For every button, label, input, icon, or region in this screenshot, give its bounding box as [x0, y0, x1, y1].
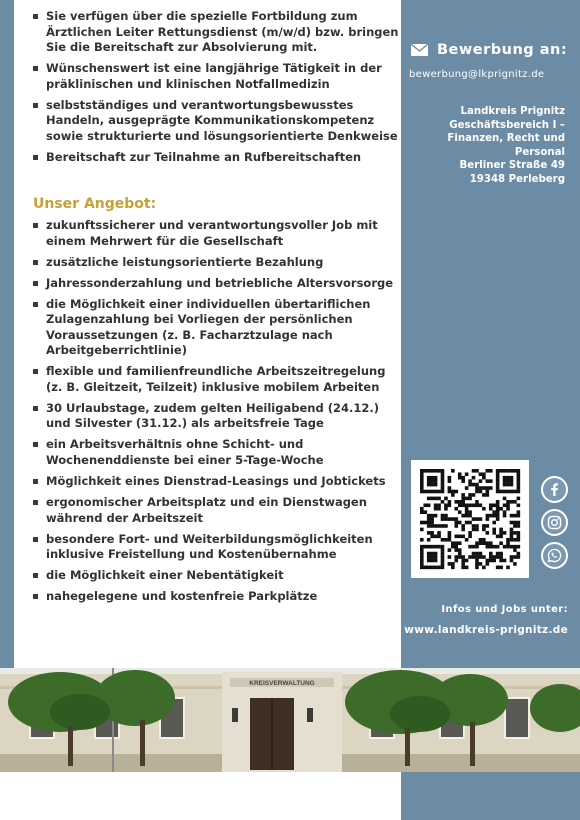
- infos-label: Infos und Jobs unter:: [441, 604, 568, 615]
- qr-code[interactable]: [411, 460, 529, 578]
- facebook-button[interactable]: [541, 476, 568, 503]
- offer-heading: Unser Angebot:: [33, 196, 157, 212]
- left-accent-strip: [0, 0, 14, 668]
- facebook-icon: [547, 482, 562, 497]
- postal-address: [405, 105, 565, 187]
- instagram-icon: [547, 515, 562, 530]
- address-line: 19348 Perleberg: [469, 173, 565, 185]
- instagram-button[interactable]: [541, 509, 568, 536]
- requirements-list: [14, 9, 401, 171]
- website-link[interactable]: www.landkreis-prignitz.de: [404, 624, 568, 636]
- list-item: die Möglichkeit einer individuellen übertariflichen Zulagenzahlung bei Vorliegen der persönlichen Voraussetzungen (z. B. Facharztzulage nach Arbeitgeberrichtlinie): [14, 297, 401, 359]
- whatsapp-button[interactable]: [541, 542, 568, 569]
- list-item: ergonomischer Arbeitsplatz und ein Dienstwagen während der Arbeitszeit: [14, 495, 401, 526]
- list-item: nahegelegene und kostenfreie Parkplätze: [14, 589, 401, 605]
- list-item: flexible und familienfreundliche Arbeitszeitregelung (z. B. Gleitzeit, Teilzeit) inklusive mobilem Arbeiten: [14, 364, 401, 395]
- list-item: Bereitschaft zur Teilnahme an Rufbereitschaften: [14, 150, 401, 166]
- list-item: ein Arbeitsverhältnis ohne Schicht- und Wochenenddienste bei einer 5-Tage-Woche: [14, 437, 401, 468]
- mail-icon: [411, 44, 428, 56]
- list-item: zusätzliche leistungsorientierte Bezahlung: [14, 255, 401, 271]
- building-illustration: [0, 668, 580, 772]
- list-item: selbstständiges und verantwortungsbewusstes Handeln, ausgeprägte Kommunikationskompetenz sowie strukturierte und lösungsorientierte Denkweise: [14, 98, 401, 145]
- address-line: Personal: [514, 146, 565, 158]
- address-line: Geschäftsbereich I –: [449, 119, 565, 131]
- list-item: die Möglichkeit einer Nebentätigkeit: [14, 568, 401, 584]
- address-line: Finanzen, Recht und: [447, 133, 565, 145]
- email-link[interactable]: bewerbung@lkprignitz.de: [409, 69, 545, 80]
- whatsapp-icon: [547, 548, 562, 563]
- main-content: [14, 0, 401, 668]
- list-item: besondere Fort- und Weiterbildungsmöglichkeiten inklusive Freistellung und Kostenübernahme: [14, 532, 401, 563]
- list-item: zukunftssicherer und verantwortungsvoller Job mit einem Mehrwert für die Gesellschaft: [14, 218, 401, 249]
- list-item: Jahressonderzahlung und betriebliche Altersvorsorge: [14, 276, 401, 292]
- social-links: [541, 476, 568, 575]
- building-photo: [0, 668, 580, 772]
- qr-code-icon: [411, 460, 529, 578]
- list-item: Sie verfügen über die spezielle Fortbildung zum Ärztlichen Leiter Rettungsdienst (m/w/d) bzw. bringen Sie die Bereitschaft zur Absolvierung mit.: [14, 9, 401, 56]
- list-item: Möglichkeit eines Dienstrad-Leasings und Jobtickets: [14, 474, 401, 490]
- portal-sign: KREISVERWALTUNG: [249, 680, 315, 687]
- offer-list: [14, 218, 401, 610]
- apply-heading: [411, 42, 567, 58]
- list-item: Wünschenswert ist eine langjährige Tätigkeit in der präklinischen und klinischen Notfallmedizin: [14, 61, 401, 92]
- bottom-margin: [0, 772, 401, 820]
- address-line: Berliner Straße 49: [459, 160, 565, 172]
- list-item: 30 Urlaubstage, zudem gelten Heiligabend (24.12.) und Silvester (31.12.) als arbeitsfreie Tage: [14, 401, 401, 432]
- address-line: Landkreis Prignitz: [460, 106, 565, 117]
- apply-title: Bewerbung an:: [437, 42, 568, 58]
